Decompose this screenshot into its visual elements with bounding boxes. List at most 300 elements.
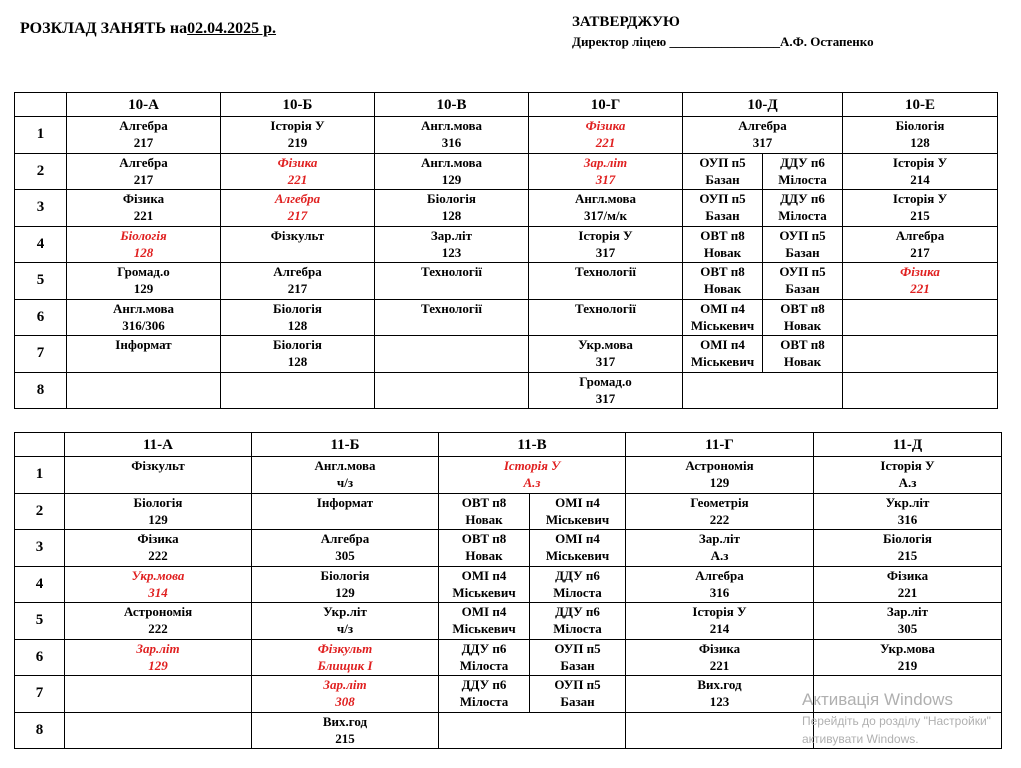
lesson-cell [530,603,626,640]
subject-text: Біологія [133,494,183,510]
subject-text: Алгебра [695,567,744,583]
subject-text: Біологія [273,337,322,352]
lesson-row [15,190,998,227]
room-text: 221 [910,281,930,296]
lesson-cell [814,530,1002,567]
lesson-cell [252,712,439,749]
lesson-cell [843,226,998,263]
lesson-number: 1 [15,457,65,494]
lesson-row [15,530,1002,567]
lesson-row [15,299,998,336]
lesson-cell [221,263,375,300]
lesson-row [15,263,998,300]
class-header: 11-В [439,433,626,457]
lesson-cell [221,372,375,409]
subject-text: Алгебра [119,154,168,170]
lesson-cell [221,190,375,227]
room-text: Новак [783,317,822,333]
room-text: 316 [709,584,730,600]
subject-text: Зар.літ [323,677,367,692]
lesson-cell [843,153,998,190]
lesson-cell [439,603,530,640]
lesson-number: 5 [15,603,65,640]
subject-text: Фізика [585,118,626,133]
lesson-cell [375,372,529,409]
lesson-cell [439,676,530,713]
lesson-row [15,117,998,154]
lesson-cell [252,493,439,530]
lesson-cell [252,530,439,567]
lesson-row [15,153,998,190]
lesson-cell [529,263,683,300]
subject-text: Історія У [503,458,561,473]
subject-text: Інформат [115,337,172,352]
subject-text: Вих.год [697,677,742,692]
subject-text: Укр.мова [578,337,633,352]
subject-text: ДДУ п6 [461,677,507,692]
lesson-cell [65,530,252,567]
subject-text: Зар.літ [698,531,741,546]
lesson-cell [843,117,998,154]
subject-text: Зар.літ [136,640,180,656]
room-text: Мілоста [778,171,827,187]
lesson-number: 6 [15,299,67,336]
title-text: РОЗКЛАД ЗАНЯТЬ на [20,20,188,37]
subject-text: Англ.мова [314,458,376,473]
room-text: Базан [705,171,740,187]
subject-text: ОУП п5 [699,191,746,206]
class-header-row [15,93,998,117]
lesson-cell [626,676,814,713]
room-text: Міськевич [452,621,516,636]
lesson-cell [221,299,375,336]
subject-text: ОУП п5 [779,264,826,279]
room-text: Новак [783,354,822,369]
lesson-cell [65,566,252,603]
watermark-line: активувати Windows. [802,732,919,746]
subject-text: Вих.год [322,713,368,729]
subject-text: ОУП п5 [554,640,601,656]
lesson-cell [65,676,252,713]
lesson-row [15,336,998,373]
room-text: 221 [133,208,154,223]
lesson-number: 7 [15,676,65,713]
lesson-row [15,457,1002,494]
room-text: 222 [709,511,730,527]
room-text: 129 [441,171,462,187]
lesson-number: 4 [15,566,65,603]
lesson-cell [763,190,843,227]
room-text: 221 [709,657,730,673]
lesson-cell [683,299,763,336]
class-header: 10-Д [683,93,843,117]
room-text: 128 [441,208,462,223]
room-text: 316 [897,511,918,527]
subject-text: Технології [421,300,482,316]
director-signature-line: Директор ліцею _________________А.Ф. Остапенко [572,34,874,49]
room-text: Базан [560,657,595,673]
schedule-table-10 [14,92,998,409]
lesson-cell [529,299,683,336]
lesson-cell [221,226,375,263]
lesson-cell [252,566,439,603]
lesson-cell [530,493,626,530]
subject-text: Зар.літ [886,604,929,619]
room-text: ч/з [336,475,354,490]
room-text: Міськевич [545,511,610,527]
lesson-number: 4 [15,226,67,263]
lesson-cell [530,639,626,676]
subject-text: Історія У [578,227,633,243]
lesson-cell [375,190,529,227]
class-header: 10-Б [221,93,375,117]
lesson-cell [375,226,529,263]
subject-text: Фізика [277,154,318,170]
lesson-cell [375,336,529,373]
subject-text: Громад.о [579,373,632,389]
subject-text: ОУП п5 [554,677,601,692]
lesson-cell [529,153,683,190]
lesson-cell [439,530,530,567]
lesson-cell [763,263,843,300]
subject-text: Алгебра [119,118,168,133]
room-text: Мілоста [459,694,509,709]
lesson-number: 7 [15,336,67,373]
subject-text: Фізика [900,264,940,279]
subject-text: Біологія [883,531,932,546]
room-text: Новак [465,511,503,527]
lesson-cell [67,117,221,154]
subject-text: ДДУ п6 [555,567,600,583]
subject-text: Фізика [122,191,165,206]
lesson-cell [252,603,439,640]
subject-text: Укр.літ [323,604,367,619]
lesson-cell [252,639,439,676]
subject-text: Фізика [698,640,741,656]
subject-text: ОВТ п8 [700,264,745,279]
lesson-cell [529,372,683,409]
room-text: Міськевич [452,584,516,600]
lesson-cell [530,566,626,603]
lesson-cell [763,226,843,263]
subject-text: Фізкульт [131,458,185,473]
corner-cell [15,433,65,457]
subject-text: Технології [575,264,636,279]
lesson-cell [626,603,814,640]
subject-text: Технології [421,264,482,279]
lesson-number: 3 [15,190,67,227]
room-text: 215 [335,730,355,746]
lesson-cell [626,457,814,494]
room-text: 123 [709,694,730,709]
subject-text: Астрономія [123,604,193,619]
lesson-number: 5 [15,263,67,300]
subject-text: ДДУ п6 [461,640,507,656]
room-text: 317/м/к [583,208,628,223]
corner-cell [15,93,67,117]
subject-text: Укр.мова [880,640,935,656]
lesson-row [15,566,1002,603]
lesson-cell [439,712,626,749]
lesson-number: 8 [15,712,65,749]
subject-text: Фізкульт [317,640,373,656]
room-text: 128 [287,317,308,333]
lesson-cell [814,566,1002,603]
lesson-cell [439,566,530,603]
subject-text: ОМІ п4 [555,494,600,510]
room-text: 129 [148,657,168,673]
lesson-row [15,226,998,263]
subject-text: ОВТ п8 [461,494,507,510]
room-text: 317 [595,171,616,187]
room-text: Блищик І [317,657,373,673]
lesson-number: 1 [15,117,67,154]
room-text: А.з [523,475,541,490]
room-text: 128 [287,354,308,369]
subject-text: Громад.о [117,264,170,279]
subject-text: Укр.літ [885,494,930,510]
subject-text: ОВТ п8 [461,531,507,546]
schedule-date: 02.04.2025 р. [187,20,277,37]
subject-text: ОМІ п4 [700,300,745,316]
lesson-cell [626,530,814,567]
class-header: 11-Г [626,433,814,457]
room-text: 219 [287,135,308,150]
room-text: Мілоста [553,621,602,636]
class-header: 11-Б [252,433,439,457]
subject-text: Історія У [270,118,325,133]
room-text: 305 [335,548,355,563]
subject-text: Алгебра [274,191,321,206]
subject-text: Історія У [892,154,948,170]
room-text: 317 [595,390,616,406]
lesson-cell [683,226,763,263]
approve-label: ЗАТВЕРДЖУЮ [572,14,680,30]
lesson-cell [626,639,814,676]
room-text: Базан [705,208,740,223]
class-header: 10-В [375,93,529,117]
lesson-number: 8 [15,372,67,409]
lesson-cell [843,299,998,336]
room-text: 217 [910,244,930,260]
lesson-cell [375,263,529,300]
lesson-number: 3 [15,530,65,567]
subject-text: ОУП п5 [699,154,746,170]
room-text: Мілоста [459,657,509,673]
room-text: 215 [910,208,930,223]
lesson-cell [529,336,683,373]
watermark-line: Перейдіть до розділу "Настройки" [802,714,991,728]
lesson-cell [683,190,763,227]
room-text: Базан [785,281,820,296]
class-header: 11-А [65,433,252,457]
lesson-cell [67,190,221,227]
room-text: А.з [710,548,729,563]
room-text: Новак [465,548,503,563]
lesson-row [15,603,1002,640]
subject-text: Алгебра [738,118,787,133]
subject-text: ОВТ п8 [780,337,825,352]
room-text: 217 [133,135,154,150]
room-text: Міськевич [690,317,755,333]
lesson-cell [683,117,843,154]
lesson-cell [67,226,221,263]
room-text: 214 [910,171,930,187]
subject-text: Укр.мова [131,567,185,583]
subject-text: Зар.літ [430,227,473,243]
lesson-cell [67,372,221,409]
room-text: 129 [133,281,154,296]
subject-text: Геометрія [690,494,749,510]
room-text: 214 [709,621,730,636]
room-text: 316 [441,135,462,150]
subject-text: Історія У [880,458,935,473]
lesson-row [15,639,1002,676]
class-header: 10-Е [843,93,998,117]
room-text: Міськевич [690,354,755,369]
approval-block [572,14,874,50]
room-text: Міськевич [545,548,610,563]
lesson-cell [530,676,626,713]
subject-text: Історія У [892,191,948,206]
room-text: 317 [595,244,616,260]
lesson-row [15,372,998,409]
room-text: Базан [785,244,820,260]
room-text: 314 [148,584,168,600]
room-text: 317 [595,354,616,369]
lesson-cell [626,493,814,530]
room-text: 221 [897,584,918,600]
lesson-cell [67,299,221,336]
subject-text: Історія У [692,604,747,619]
subject-text: Алгебра [320,531,370,546]
lesson-cell [252,457,439,494]
subject-text: Фізика [886,567,929,583]
lesson-cell [375,299,529,336]
subject-text: Фізика [137,531,179,546]
room-text: 308 [335,694,355,709]
subject-text: Біологія [120,227,167,243]
lesson-number: 6 [15,639,65,676]
subject-text: ОМІ п4 [555,531,600,546]
subject-text: Технології [575,300,636,316]
room-text: 316/306 [122,317,165,333]
subject-text: Зар.літ [583,154,628,170]
room-text: Базан [560,694,595,709]
room-text: 129 [709,475,730,490]
class-header-row [15,433,1002,457]
room-text: 129 [148,511,168,527]
lesson-cell [843,336,998,373]
subject-text: Біологія [895,118,945,133]
class-header: 10-Г [529,93,683,117]
room-text: 215 [897,548,918,563]
lesson-cell [814,639,1002,676]
lesson-cell [529,190,683,227]
subject-text: Алгебра [273,264,322,279]
room-text: ч/з [336,621,354,636]
subject-text: Астрономія [685,458,754,473]
room-text: 317 [752,135,773,150]
subject-text: Біологія [273,300,322,316]
lesson-cell [65,639,252,676]
lesson-cell [65,712,252,749]
subject-text: Фізкульт [270,227,325,243]
room-text: 221 [287,171,308,187]
lesson-cell [375,117,529,154]
lesson-cell [843,372,998,409]
room-text: 305 [897,621,918,636]
lesson-cell [683,336,763,373]
lesson-cell [683,372,843,409]
lesson-cell [529,117,683,154]
subject-text: Алгебра [895,227,945,243]
lesson-cell [67,336,221,373]
lesson-cell [65,457,252,494]
lesson-cell [439,493,530,530]
lesson-cell [439,457,626,494]
subject-text: Інформат [316,494,374,510]
room-text: 219 [897,657,918,673]
subject-text: Англ.мова [574,191,637,206]
lesson-cell [763,299,843,336]
subject-text: ДДУ п6 [780,191,825,206]
schedule-title [20,20,276,38]
room-text: 221 [595,135,616,150]
subject-text: ДДУ п6 [555,604,600,619]
subject-text: Англ.мова [112,300,175,316]
room-text: 128 [133,244,154,260]
subject-text: ОУП п5 [779,227,826,243]
room-text: 222 [148,621,168,636]
lesson-number: 2 [15,153,67,190]
lesson-row [15,493,1002,530]
lesson-cell [375,153,529,190]
room-text: 217 [287,208,308,223]
lesson-number: 2 [15,493,65,530]
room-text: Новак [703,281,742,296]
subject-text: Англ.мова [420,118,483,133]
lesson-cell [814,603,1002,640]
subject-text: ОВТ п8 [700,227,745,243]
room-text: Новак [703,244,742,260]
room-text: 217 [133,171,154,187]
lesson-cell [683,153,763,190]
lesson-cell [529,226,683,263]
subject-text: Біологія [320,567,370,583]
lesson-cell [65,603,252,640]
lesson-cell [683,263,763,300]
lesson-cell [439,639,530,676]
subject-text: Біологія [427,191,476,206]
subject-text: ОВТ п8 [780,300,825,316]
lesson-cell [843,190,998,227]
subject-text: ОМІ п4 [461,567,507,583]
room-text: 217 [287,281,308,296]
lesson-cell [763,153,843,190]
watermark-title: Активація Windows [802,690,953,709]
lesson-cell [67,263,221,300]
room-text: Мілоста [778,208,827,223]
room-text: 129 [335,584,355,600]
lesson-cell [530,530,626,567]
room-text: 222 [148,548,168,563]
lesson-cell [252,676,439,713]
lesson-cell [814,457,1002,494]
lesson-cell [221,153,375,190]
lesson-cell [843,263,998,300]
lesson-cell [65,493,252,530]
